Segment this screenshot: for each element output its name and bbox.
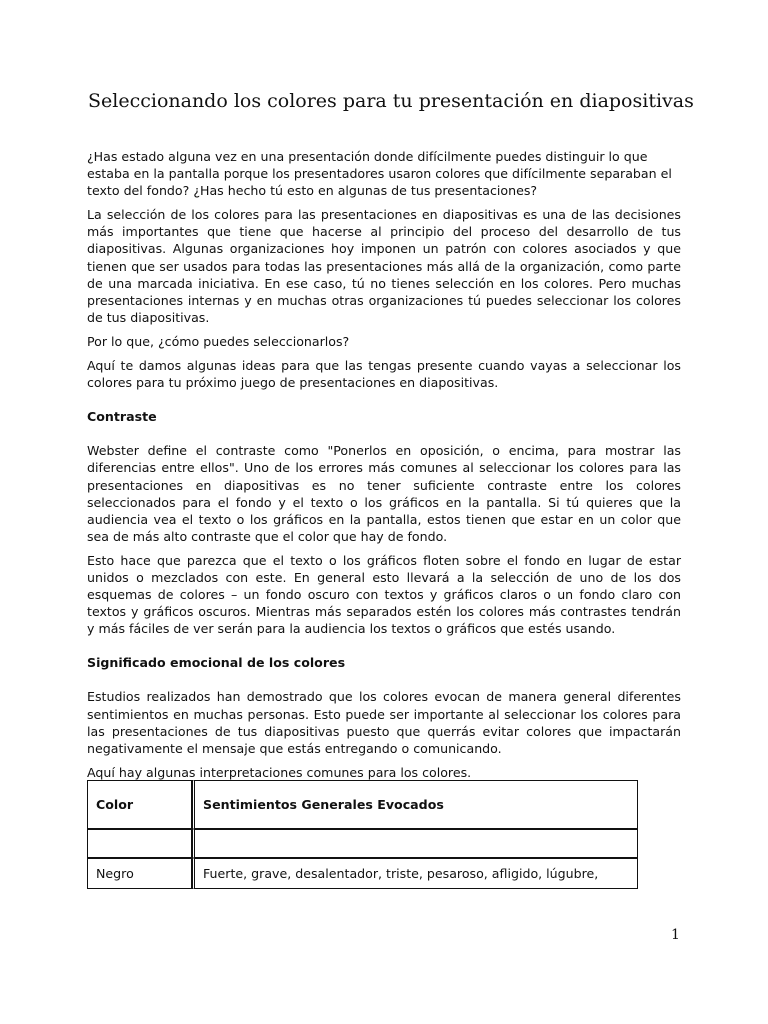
emotion-paragraph: Aquí hay algunas interpretaciones comunes para los colores. <box>87 764 472 780</box>
table-cell: Fuerte, grave, desalentador, triste, pesaroso, afligido, lúgubre, <box>192 858 638 889</box>
table-cell <box>192 829 638 858</box>
emotion-paragraph: Estudios realizados han demostrado que los colores evocan de manera general diferentes sentimientos en muchas personas. Esto puede ser importante al seleccionar los colores para las presentaciones de tus diapositivas puesto que querrás evitar colores que impactarán negativamente el mensaje que estás entregando o comunicando. <box>87 689 681 756</box>
contrast-paragraph: Esto hace que parezca que el texto o los gráficos floten sobre el fondo en lugar de estar unidos o mezclados con este. En general esto llevará a la selección de uno de los dos esquemas de colores – un fondo oscuro con textos y gráficos claros o un fondo claro con textos y gráficos oscuros. Mientras más separados estén los colores más contrastes tendrán y más fáciles de ver serán para la audiencia los textos o gráficos que estés usando. <box>87 552 681 637</box>
table-cell <box>87 829 192 858</box>
intro-paragraph: La selección de los colores para las presentaciones en diapositivas es una de las decisiones más importantes que tiene que hacerse al principio del proceso del desarrollo de tus diapositivas. Algunas organizaciones hoy imponen un patrón con colores asociados y que tienen que ser usados para todas las presentaciones más allá de la organización, como parte de una marcada iniciativa. En ese caso, tú no tienes selección en los colores. Pero muchas presentaciones internas y en muchas otras organizaciones tú puedes seleccionar los colores de tus diapositivas. <box>87 207 681 325</box>
table-cell: Negro <box>87 858 192 889</box>
intro-paragraph: Por lo que, ¿cómo puedes seleccionarlos? <box>87 333 350 349</box>
contrast-paragraph: Webster define el contraste como "Ponerlos en oposición, o encima, para mostrar las diferencias entre ellos". Uno de los errores más comunes al seleccionar los colores para las presentaciones en diapositivas es no tener suficiente contraste entre los colores seleccionados para el fondo y el texto o los gráficos en la pantalla. Si tú quieres que la audiencia vea el texto o los gráficos en la pantalla, estos tienen que estar en un color que sea de más alto contraste que el color que hay de fondo. <box>87 443 681 544</box>
table-header-row <box>87 780 638 829</box>
intro-paragraph: Aquí te damos algunas ideas para que las tengas presente cuando vayas a seleccionar los colores para tu próximo juego de presentaciones en diapositivas. <box>87 358 681 391</box>
document-body <box>87 148 681 781</box>
table-row <box>87 829 638 858</box>
section-heading-emotion: Significado emocional de los colores <box>87 655 346 671</box>
table-header-cell: Sentimientos Generales Evocados <box>192 780 638 829</box>
document-title: Seleccionando los colores para tu presentación en diapositivas <box>88 90 694 112</box>
section-heading-contrast: Contraste <box>87 409 157 425</box>
table-header-cell: Color <box>87 780 192 829</box>
page-number: 1 <box>671 927 680 943</box>
color-meaning-table <box>87 780 638 889</box>
table-row <box>87 858 638 889</box>
intro-paragraph: ¿Has estado alguna vez en una presentación donde difícilmente puedes distinguir lo que estaba en la pantalla porque los presentadores usaron colores que difícilmente separaban el texto del fondo? ¿Has hecho tú esto en algunas de tus presentaciones? <box>87 149 672 199</box>
